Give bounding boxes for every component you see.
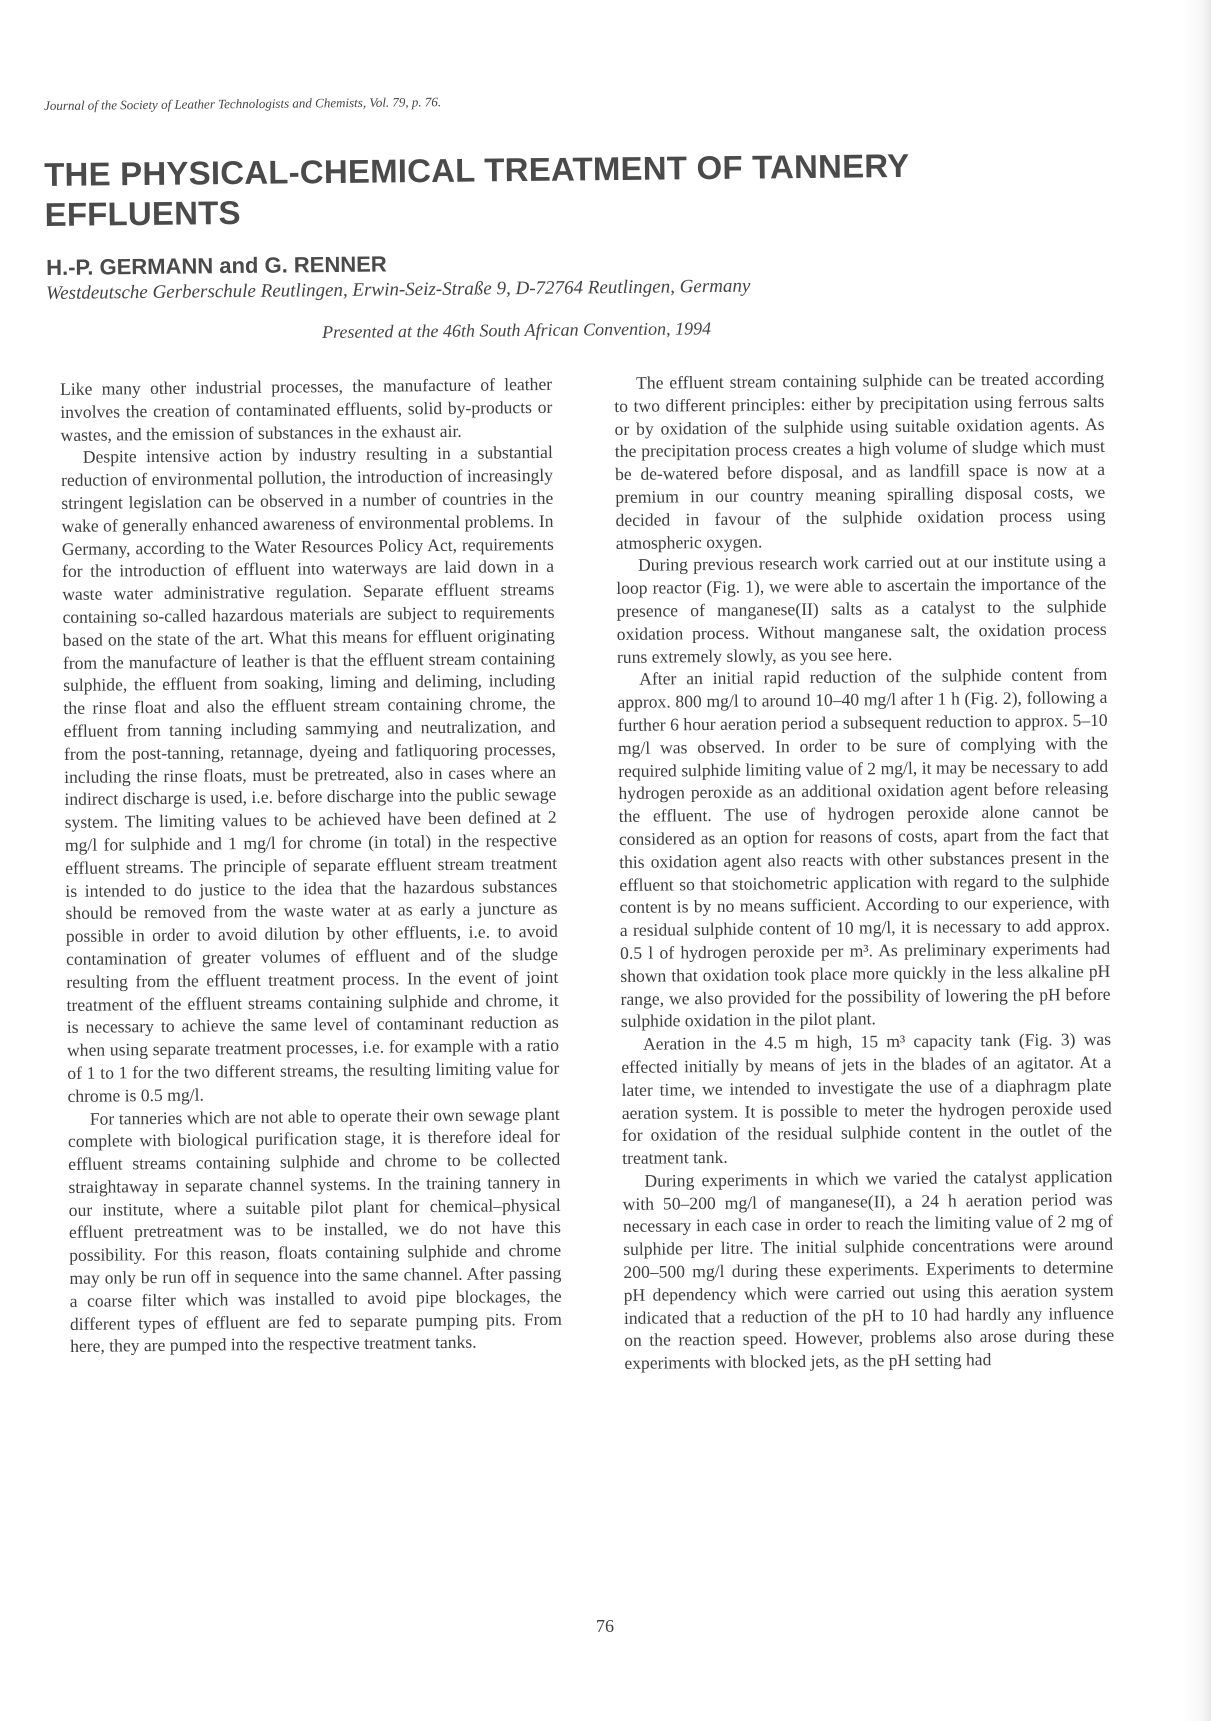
authors: H.-P. GERMANN and G. RENNER: [46, 251, 387, 280]
paragraph: The effluent stream containing sulphide can be treated according to two different principles: either by precipitation using ferrous salts or by oxidation of the sulphide using suitable oxidation agents. As the precipitation process creates a high volume of sludge which must be de-watered before disposal, and as landfill space is now at a premium in our country meaning spiralling disposal costs, we decided in favour of the sulphide oxidation process using atmospheric oxygen.: [614, 367, 1106, 553]
journal-citation: Journal of the Society of Leather Technologists and Chemists, Vol. 79, p. 76.: [44, 94, 442, 113]
paragraph: Aeration in the 4.5 m high, 15 m³ capacity tank (Fig. 3) was effected initially by means of jets in the blades of an agitator. At a later time, we intended to investigate the use of a diaphragm plate aeration system. It is possible to meter the hydrogen peroxide used for oxidation of the residual sulphide content in the outlet of the treatment tank.: [621, 1028, 1113, 1169]
article-title: THE PHYSICAL-CHEMICAL TREATMENT OF TANNERY EFFLUENTS: [44, 146, 909, 233]
presented-note: Presented at the 46th South African Convention, 1994: [322, 318, 712, 342]
page-number: 76: [596, 1616, 614, 1636]
paragraph: Despite intensive action by industry resulting in a substantial reduction of environmental pollution, the introduction of increasingly stringent legislation can be observed in a number of countries in the wake of generally enhanced awareness of environmental problems. In Germany, according to the Water Resources Policy Act, requirements for the introduction of effluent into waterways are laid down in a waste water administrative regulation. Separate effluent streams containing so-called hazardous materials are subject to requirements based on the state of the art. What this means for effluent originating from the manufacture of leather is that the effluent stream containing sulphide, the effluent from soaking, liming and deliming, including the rinse float and also the effluent stream containing chrome, the effluent from tanning including sammying and neutralization, and from the post-tanning, retannage, dyeing and fatliquoring processes, including the rinse floats, must be pretreated, also in cases where an indirect discharge is used, i.e. before discharge into the public sewage system. The limiting values to be achieved have been defined at 2 mg/l for sulphide and 1 mg/l for chrome (in total) in the respective effluent streams. The principle of separate effluent stream treatment is intended to do justice to the idea that the hazardous substances should be removed from the waste water at as early a juncture as possible in order to avoid dilution by other effluents, i.e. to avoid contamination of greater volumes of effluent and of the sludge resulting from the effluent treatment process. In the event of joint treatment of the effluent streams containing sulphide and chrome, it is necessary to achieve the same level of contaminant reduction as when using separate treatment processes, i.e. for example with a ratio of 1 to 1 for the two different streams, the resulting limiting value for chrome is 0.5 mg/l.: [60, 442, 560, 1106]
paragraph: After an initial rapid reduction of the sulphide content from approx. 800 mg/l to around 10–40 mg/l after 1 h (Fig. 2), following a further 6 hour aeration period a subsequent reduction to approx. 5–10 mg/l was observed. In order to be sure of complying with the required sulphide limiting value of 2 mg/l, it may be necessary to add hydrogen peroxide as an additional oxidation agent before releasing the effluent. The use of hydrogen peroxide alone cannot be considered as an option for reasons of costs, apart from the fact that this oxidation agent also reacts with other substances present in the effluent so that stoichometric application with regard to the sulphide content is by no means sufficient. According to our experience, with a residual sulphide content of 10 mg/l, it is necessary to add approx. 0.5 l of hydrogen peroxide per m³. As preliminary experiments had shown that oxidation took place more quickly in the less alkaline pH range, we also provided for the possibility of lowering the pH before sulphide oxidation in the pilot plant.: [617, 664, 1111, 1032]
paragraph: Like many other industrial processes, the manufacture of leather involves the creation of contaminated effluents, solid by-products or wastes, and the emission of substances in the exhaust air.: [60, 373, 553, 445]
paragraph: During previous research work carried out at our institute using a loop reactor (Fig. 1), we were able to ascertain the importance of the presence of manganese(II) salts as a catalyst to the sulphide oxidation process. Without manganese salt, the oxidation process runs extremely slowly, as you see here.: [616, 550, 1107, 667]
affiliation: Westdeutsche Gerberschule Reutlingen, Erwin-Seiz-Straße 9, D-72764 Reutlingen, Germany: [46, 275, 751, 304]
scan-edge-shadow: [1183, 0, 1211, 1721]
paragraph: During experiments in which we varied the catalyst application with 50–200 mg/l of manganese(II), a 24 h aeration period was necessary in each case in order to reach the limiting value of 2 mg of sulphide per litre. The initial sulphide concentrations were around 200–500 mg/l during these experiments. Experiments to determine pH dependency which were carried out using this aeration system indicated that a reduction of the pH to 10 had hardly any influence on the reaction speed. However, problems also arose during these experiments with blocked jets, as the pH setting had: [622, 1165, 1115, 1374]
left-column: [60, 373, 562, 1358]
paragraph: For tanneries which are not able to operate their own sewage plant complete with biological purification stage, it is therefore ideal for effluent streams containing sulphide and chrome to be collected straightaway in separate channel systems. In the training tannery in our institute, where a suitable pilot plant for chemical–physical effluent pretreatment was to be installed, we do not have this possibility. For this reason, floats containing sulphide and chrome may only be run off in sequence into the same channel. After passing a coarse filter which was installed to avoid pipe blockages, the different types of effluent are fed to separate pumping pits. From here, they are pumped into the respective treatment tanks.: [67, 1103, 562, 1357]
right-column: [614, 367, 1114, 1375]
